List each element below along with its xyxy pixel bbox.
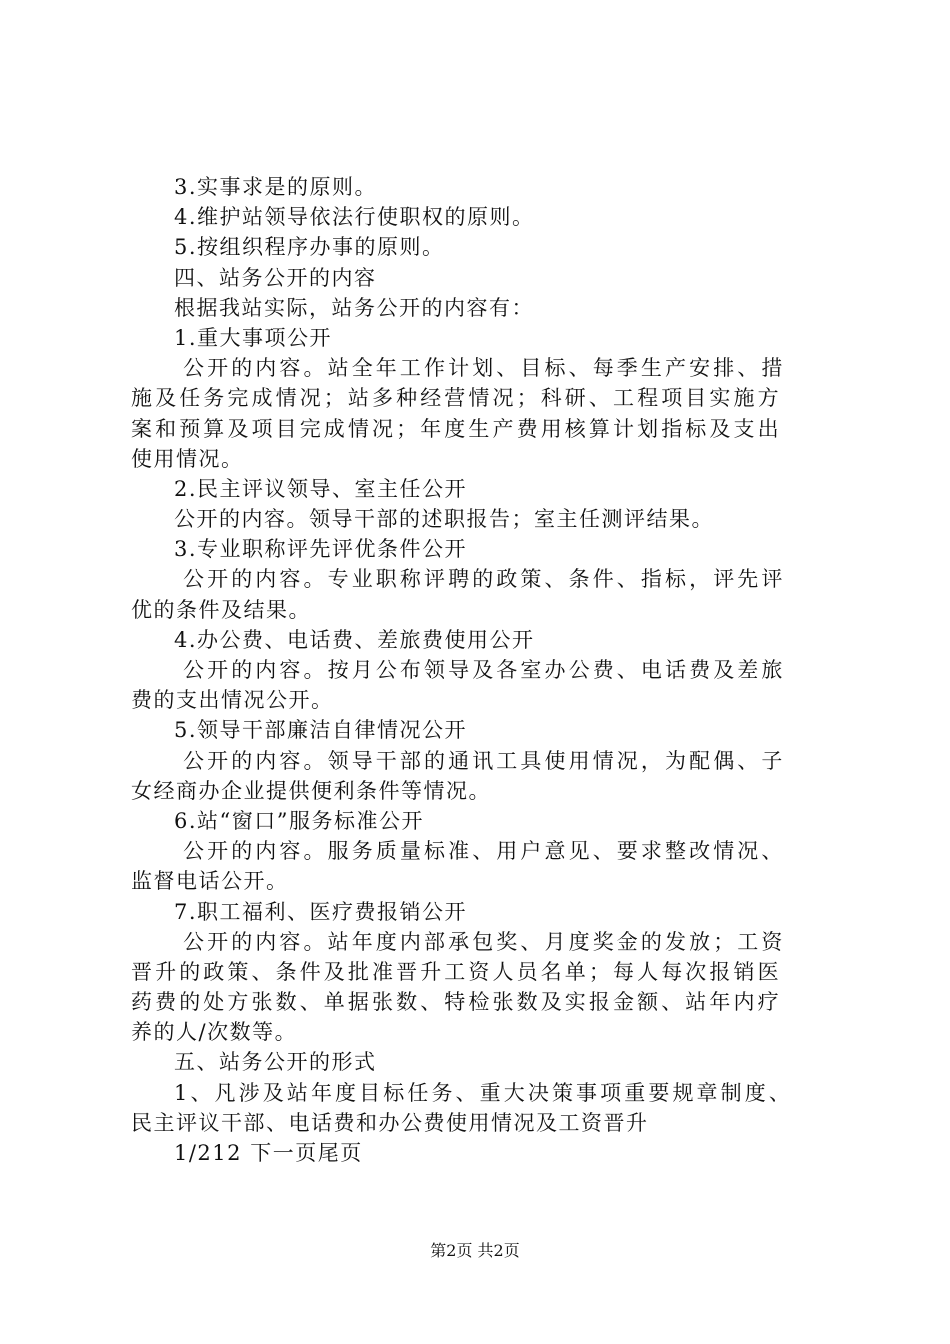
text-line: 公开的内容。站年度内部承包奖、月度奖金的发放；工资 — [183, 929, 786, 954]
text-line: 3.专业职称评先评优条件公开 — [174, 537, 468, 562]
text-line: 施及任务完成情况；站多种经营情况；科研、工程项目实施方 — [131, 386, 782, 411]
text-line: 四、站务公开的内容 — [174, 265, 377, 290]
text-line: 公开的内容。站全年工作计划、目标、每季生产安排、措 — [183, 356, 786, 381]
text-line: 优的条件及结果。 — [131, 597, 311, 622]
page-footer: 第2页 共2页 — [430, 1241, 520, 1260]
text-line: 监督电话公开。 — [131, 869, 289, 894]
text-line: 药费的处方张数、单据张数、特检张数及实报金额、站年内疗 — [131, 990, 782, 1015]
text-line: 民主评议干部、电话费和办公费使用情况及工资晋升 — [131, 1110, 649, 1135]
text-line: 4.维护站领导依法行使职权的原则。 — [174, 205, 535, 230]
text-line: 根据我站实际，站务公开的内容有： — [174, 295, 534, 320]
text-line: 五、站务公开的形式 — [174, 1050, 377, 1075]
text-line: 公开的内容。领导干部的述职报告；室主任测评结果。 — [174, 507, 714, 532]
text-line: 1/212 下一页尾页 — [174, 1141, 363, 1165]
text-line: 5.领导干部廉洁自律情况公开 — [174, 718, 468, 743]
text-line: 公开的内容。服务质量标准、用户意见、要求整改情况、 — [183, 839, 786, 864]
text-line: 公开的内容。领导干部的通讯工具使用情况，为配偶、子 — [183, 748, 786, 773]
text-line: 1.重大事项公开 — [174, 325, 333, 350]
document-body — [131, 172, 831, 1168]
text-line: 2.民主评议领导、室主任公开 — [174, 476, 468, 501]
text-line: 3.实事求是的原则。 — [174, 175, 378, 199]
text-line: 公开的内容。按月公布领导及各室办公费、电话费及差旅 — [183, 658, 786, 682]
text-line: 女经商办企业提供便利条件等情况。 — [131, 778, 491, 803]
text-line: 7.职工福利、医疗费报销公开 — [174, 899, 468, 924]
text-line: 养的人/次数等。 — [131, 1020, 298, 1045]
text-line: 晋升的政策、条件及批准晋升工资人员名单；每人每次报销医 — [131, 959, 782, 984]
text-line: 4.办公费、电话费、差旅费使用公开 — [174, 627, 535, 652]
text-line: 使用情况。 — [131, 446, 244, 471]
text-line: 费的支出情况公开。 — [131, 688, 334, 713]
text-line: 公开的内容。专业职称评聘的政策、条件、指标，评先评 — [183, 567, 786, 592]
text-line: 1、凡涉及站年度目标任务、重大决策事项重要规章制度、 — [174, 1080, 793, 1105]
text-line: 6.站“窗口”服务标准公开 — [174, 808, 425, 833]
text-line: 案和预算及项目完成情况；年度生产费用核算计划指标及支出 — [131, 416, 782, 441]
text-line: 5.按组织程序办事的原则。 — [174, 235, 445, 260]
